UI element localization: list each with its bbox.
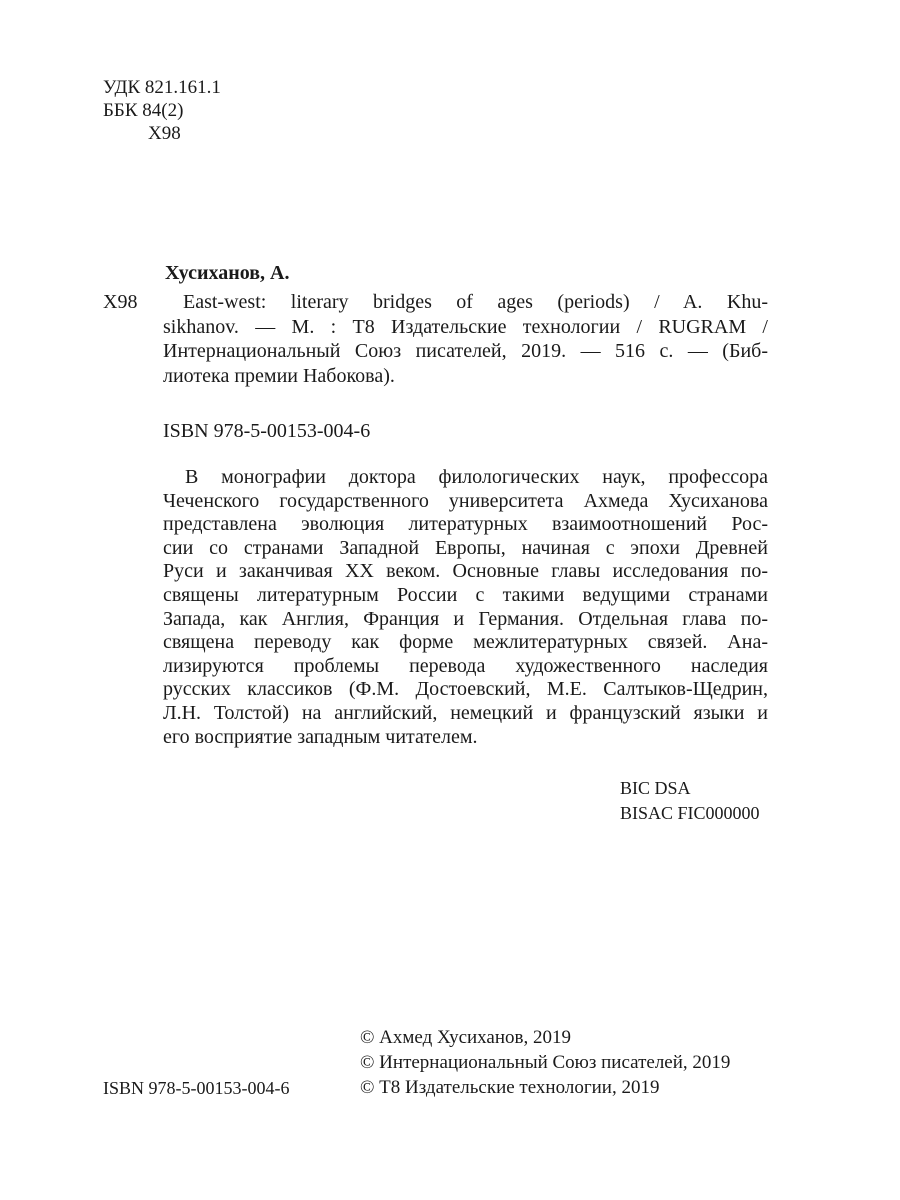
annotation-line: В монографии доктора филологических наук, профессора (185, 466, 768, 488)
author-mark: Х98 (148, 123, 181, 144)
annotation-line: сии со странами Западной Европы, начиная с эпохи Древней (163, 536, 768, 559)
author-name: Хусиханов, А. (165, 262, 290, 284)
description-line: East-west: literary bridges of ages (periods) / A. Khu- (183, 291, 768, 313)
copyright-line: © Интернациональный Союз писателей, 2019 (360, 1052, 731, 1073)
annotation-line: Чеченского государственного университета Ахмеда Хусиханова (163, 489, 768, 512)
copyright-block (360, 1025, 730, 1100)
description-line: Интернациональный Союз писателей, 2019. — 516 с. — (Биб- (163, 340, 768, 362)
bisac-code: BISAC FIC000000 (620, 803, 760, 823)
annotation-line: русских классиков (Ф.М. Достоевский, М.Е. Салтыков-Щедрин, (163, 678, 768, 701)
isbn: ISBN 978-5-00153-004-6 (163, 420, 371, 442)
description-line: лиотека премии Набокова). (163, 364, 395, 387)
annotation-line: священы литературным России с такими ведущими странами (163, 583, 768, 606)
bic-code: BIC DSA (620, 778, 691, 798)
annotation-line: Руси и заканчивая XX веком. Основные главы исследования по- (163, 560, 768, 583)
annotation-line: Запада, как Англия, Франция и Германия. Отдельная глава по- (163, 607, 768, 630)
description-line: sikhanov. — М. : T8 Издательские технологии / RUGRAM / (163, 315, 768, 338)
annotation-line: лизируются проблемы перевода художественного наследия (163, 654, 768, 677)
annotation-line: представлена эволюция литературных взаимоотношений Рос- (163, 513, 768, 536)
copyright-line: © Т8 Издательские технологии, 2019 (360, 1077, 660, 1098)
copyright-line: © Ахмед Хусиханов, 2019 (360, 1027, 572, 1048)
footer-isbn: ISBN 978-5-00153-004-6 (103, 1078, 290, 1098)
annotation-line: Л.Н. Толстой) на английский, немецкий и французский языки и (163, 701, 768, 724)
annotation-line: священа переводу как форме межлитературных связей. Ана- (163, 631, 768, 654)
bbk-code: ББК 84(2) (103, 100, 184, 121)
annotation (163, 466, 768, 749)
udk-code: УДК 821.161.1 (103, 77, 221, 98)
bibliographic-description (163, 290, 768, 388)
side-author-mark: Х98 (103, 291, 138, 313)
annotation-line: его восприятие западным читателем. (163, 725, 478, 748)
